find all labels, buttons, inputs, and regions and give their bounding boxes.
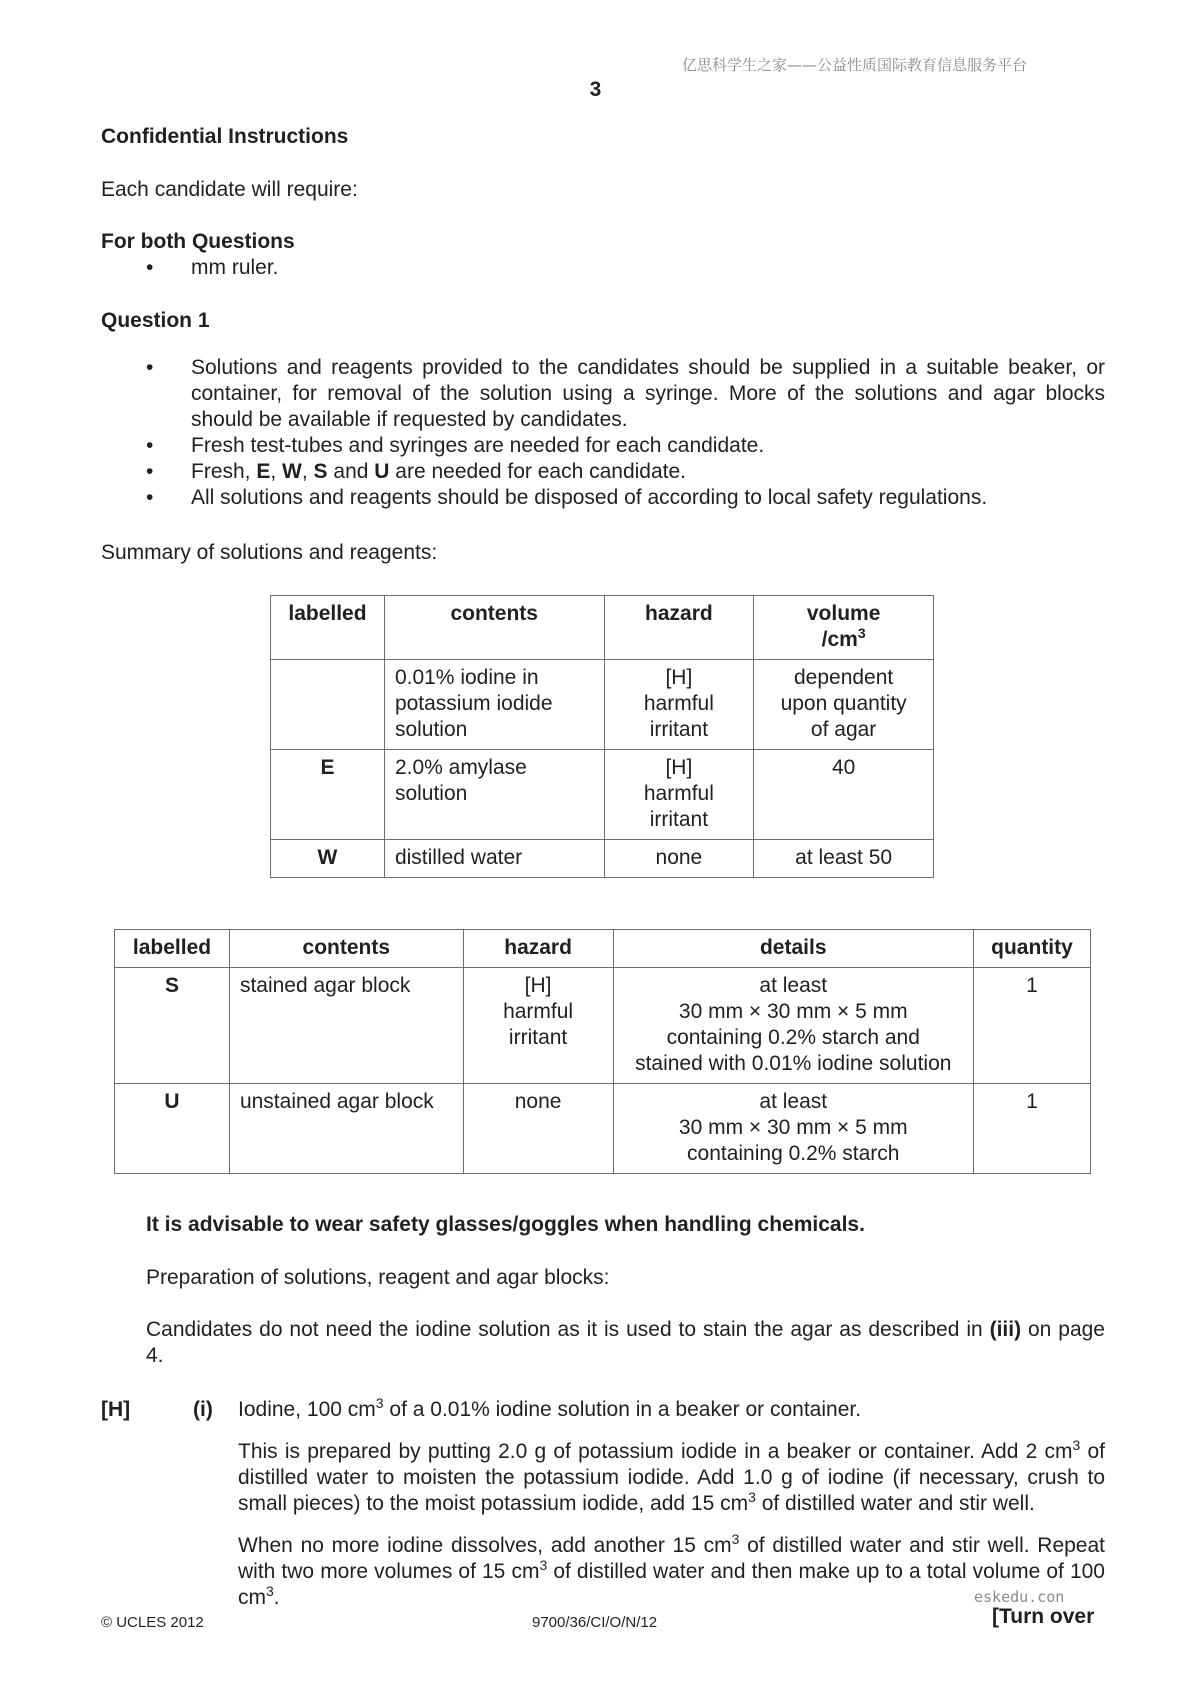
column-header: hazard [604, 596, 754, 660]
intro-text: Each candidate will require: [101, 178, 358, 201]
safety-notice: It is advisable to wear safety glasses/goggles when handling chemicals. [146, 1213, 865, 1236]
paper-code: 9700/36/CI/O/N/12 [532, 1614, 658, 1631]
table-cell: [H] harmful irritant [604, 660, 754, 750]
solutions-table [270, 595, 934, 878]
table-cell [271, 660, 385, 750]
preparation-heading: Preparation of solutions, reagent and agar blocks: [146, 1266, 610, 1289]
item-numeral: (i) [193, 1398, 213, 1421]
table-row [271, 750, 934, 840]
table-cell: none [463, 1084, 613, 1174]
table-cell: none [604, 840, 754, 878]
table-cell: W [271, 840, 385, 878]
table-cell: unstained agar block [229, 1084, 463, 1174]
table-cell: at least 30 mm × 30 mm × 5 mm containing 0.2% starch and stained with 0.01% iodine solution [613, 968, 973, 1084]
table-cell: [H] harmful irritant [463, 968, 613, 1084]
both-questions-list [101, 255, 279, 281]
list-item: • Fresh test-tubes and syringes are needed for each candidate. [101, 433, 1105, 459]
candidates-note: Candidates do not need the iodine solution as it is used to stain the agar as described in (iii) on page 4. [146, 1318, 1105, 1367]
question-1-heading: Question 1 [101, 309, 210, 332]
column-header: details [613, 930, 973, 968]
column-header: contents [384, 596, 604, 660]
table-row [115, 968, 1091, 1084]
turn-over: [Turn over [992, 1605, 1095, 1628]
column-header: labelled [271, 596, 385, 660]
site-watermark: eskedu.con [974, 1588, 1065, 1606]
both-questions-heading: For both Questions [101, 230, 295, 253]
table-cell: at least 50 [754, 840, 934, 878]
list-item: • Solutions and reagents provided to the candidates should be supplied in a suitable beaker, or container, for removal of the solution using a syringe. More of the solutions and agar blocks should be available if requested by candidates. [101, 355, 1105, 433]
summary-label: Summary of solutions and reagents: [101, 541, 438, 564]
table-cell: [H] harmful irritant [604, 750, 754, 840]
table-cell: distilled water [384, 840, 604, 878]
table-cell: 1 [973, 1084, 1090, 1174]
table-cell: dependent upon quantity of agar [754, 660, 934, 750]
table-cell: S [115, 968, 230, 1084]
item-title: Iodine, 100 $cm^3$ of a 0.01% iodine solution in a beaker or container. [238, 1395, 862, 1421]
agar-blocks-table [114, 929, 1091, 1174]
table-row [115, 1084, 1091, 1174]
table-header-row [271, 596, 934, 660]
table-cell: at least 30 mm × 30 mm × 5 mm containing 0.2% starch [613, 1084, 973, 1174]
column-header: contents [229, 930, 463, 968]
table-header-row [115, 930, 1091, 968]
question-1-list [101, 355, 1105, 511]
table-cell: E [271, 750, 385, 840]
section-heading: Confidential Instructions [101, 125, 349, 148]
column-header: labelled [115, 930, 230, 968]
table-cell: 0.01% iodine in potassium iodide solution [384, 660, 604, 750]
table-cell: 40 [754, 750, 934, 840]
table-cell: U [115, 1084, 230, 1174]
list-item: • All solutions and reagents should be disposed of according to local safety regulations. [101, 485, 1105, 511]
item-paragraph-1: This is prepared by putting 2.0 g of potassium iodide in a beaker or container. Add 2 $cm^3$ of distilled water to moisten the potassium iodide. Add 1.0 g of iodine (if necessary, crush to small pieces) to the moist potassium iodide, add 15 $cm^3$ of distilled water and stir well. [238, 1437, 1105, 1515]
table-cell: stained agar block [229, 968, 463, 1084]
table-row [271, 660, 934, 750]
item-paragraph-2: When no more iodine dissolves, add another 15 $cm^3$ of distilled water and stir well. Repeat with two more volumes of 15 $cm^3$ of distilled water and then make up to a total volume of 100 $cm^3$. [238, 1531, 1105, 1609]
page-number: 3 [589, 78, 602, 101]
table-row [271, 840, 934, 878]
table-cell: 2.0% amylase solution [384, 750, 604, 840]
column-header: hazard [463, 930, 613, 968]
list-item: • mm ruler. [101, 255, 279, 281]
column-header: volume $/cm^3$ [754, 596, 934, 660]
table-cell: 1 [973, 968, 1090, 1084]
copyright: © UCLES 2012 [101, 1614, 204, 1631]
column-header: quantity [973, 930, 1090, 968]
hazard-code: [H] [101, 1398, 131, 1421]
list-item: • Fresh, E, W, S and U are needed for each candidate. [101, 459, 1105, 485]
watermark-text: 亿思科学生之家——公益性质国际教育信息服务平台 [682, 56, 1028, 74]
